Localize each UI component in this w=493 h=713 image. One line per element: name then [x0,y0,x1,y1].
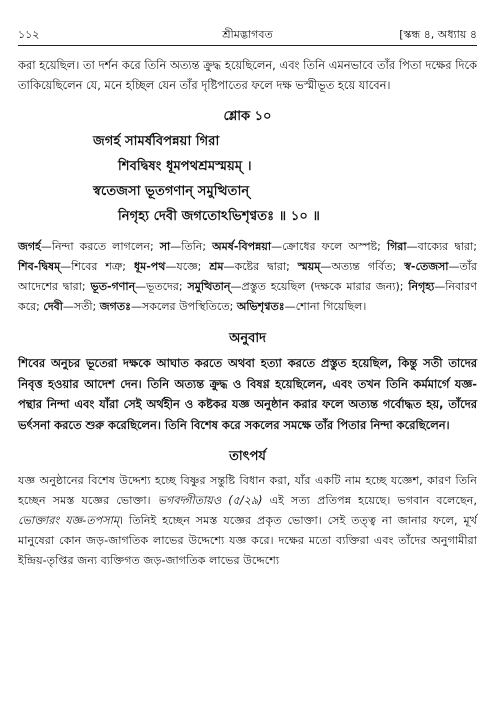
glossary-term: জগতঃ [99,300,131,313]
glossary-meaning: —সতী; [62,300,100,313]
glossary-term: সমুত্থিতান্ [187,280,231,293]
glossary-meaning: —ভূতদের; [135,280,188,293]
glossary-meaning: —নিবারণ করে; [18,280,478,313]
translation-heading: অনুবাদ [229,331,266,346]
glossary-term: শিব-দ্বিষম্ [18,260,61,273]
glossary-term: অভিশৃণ্বতঃ [236,300,285,313]
glossary-term: গিরা [386,240,407,253]
glossary-term: সা [159,240,171,253]
translation-text: শিবের অনুচর ভূতেরা দক্ষকে আঘাত করতে অথবা হত্যা করতে প্রস্তুত হয়েছিল, কিন্তু সতী তাদের নিবৃত্ত হওয়ার আদেশ দেন। তিনি অত্যন্ত ক্রুদ্ধ ও বিষণ্ণ হয়েছিলেন, এবং তখন তিনি কর্মমার্গে যজ্ঞ-পন্থার নিন্দা এবং যাঁরা সেই অর্থহীন ও কষ্টকর যজ্ঞ অনুষ্ঠান করার ফলে অত্যন্ত গর্বোদ্ধত হয়, তাঁদের ভর্ৎসনা করতে শুরু করেছিলেন। তিনি বিশেষ করে সকলের সমক্ষে তাঁর পিতার নিন্দা করেছিলেন। [18,356,477,432]
glossary-term: জগর্হ [18,240,41,253]
purport-part-1: যজ্ঞ অনুষ্ঠানের বিশেষ উদ্দেশ্য হচ্ছে বিষ্ণুর সন্তুষ্টি বিধান করা, যাঁর একটি নাম হচ্ছে যজ্ঞেশ, কারণ তিনি হচ্ছেন সমস্ত যজ্ঞের ভোক্তা। [18,474,477,507]
verse-line-4: নিগৃহ্য দেবী জগতোঽভিশৃণ্বতঃ ॥ ১০ ॥ [118,209,321,224]
header-rule [18,45,477,46]
glossary-term: নিগৃহ্য [408,280,435,293]
running-header [18,26,477,46]
chapter-info: [স্কন্ধ ৪, অধ্যায় ৪ [399,28,477,41]
continuation-paragraph: করা হয়েছিল। তা দর্শন করে তিনি অত্যন্ত ক্রুদ্ধ হয়েছিলেন, এবং তিনি এমনভাবে তাঁর পিতা দক্ষের দিকে তাকিয়েছিলেন যে, মনে হচ্ছিল যেন তাঁর দৃষ্টিপাতের ফলে দক্ষ ভস্মীভূত হয়ে যাবেন। [18,58,477,92]
glossary-meaning: —তাঁর আদেশের দ্বারা; [18,260,477,293]
book-title: শ্রীমদ্ভাগবত [222,28,273,41]
glossary-meaning: —শোনা গিয়েছিল। [284,300,367,313]
purport-part-2: এই সত্য প্রতিপন্ন হয়েছে। ভগবান বলেছেন, [262,494,477,507]
glossary-term: অমর্ষ-বিপন্নয়া [212,240,272,253]
glossary-meaning: —নিন্দা করতে লাগলেন; [40,240,160,253]
glossary-meaning: —তিনি; [170,240,213,253]
glossary-term: ভূত-গণান্ [90,280,136,293]
verse-line-2: শিবদ্বিষং ধূমপথশ্রমস্ময়ম্ । [118,159,252,174]
page-body [18,55,477,571]
glossary-term: স্ব-তেজসা [404,260,449,273]
glossary-meaning: —সকলের উপস্থিতিতে; [130,300,237,313]
glossary-meaning: —অত্যন্ত গর্বিত; [320,260,405,273]
glossary-meaning: —বাক্যের দ্বারা; [406,240,477,253]
verse-block [18,129,477,229]
glossary-term: শ্রম [209,260,224,273]
glossary-term: ধূম-পথ [133,260,166,273]
purport-quote: ভোক্তারং যজ্ঞ-তপসাম্ [18,514,120,527]
glossary-meaning: —প্রস্তুত হয়েছিল (দক্ষকে মারার জন্য); [230,280,409,293]
verse-line-3: স্বতেজসা ভূতগণান্ সমুত্থিতান্ [93,184,250,199]
word-for-word-glossary [18,237,477,317]
glossary-term: স্ময়ম্ [297,260,321,273]
verse-line-1: জগর্হ সামর্ষবিপন্নয়া গিরা [93,134,220,149]
purport-part-3: । তিনিই হচ্ছেন সমস্ত যজ্ঞের প্রকৃত ভোক্তা। সেই তত্ত্ব না জানার ফলে, মূর্খ মানুষেরা কোন জড়-জাগতিক লাভের উদ্দেশ্যে যজ্ঞ করে। দক্ষের মতো ব্যক্তিরা এবং তাঁদের অনুগামীরা ইন্দ্রিয়-তৃপ্তির জন্য ব্যক্তিগত জড়-জাগতিক লাভের উদ্দেশ্যে [18,514,478,567]
page-number: ১১২ [18,28,40,41]
purport-text [18,471,477,571]
purport-reference-gita: ভগবদ্গীতায়ও (৫/২৯) [157,494,263,507]
glossary-meaning: —কষ্টের দ্বারা; [223,260,298,273]
glossary-meaning: —ক্রোধের ফলে অস্পষ্ট; [271,240,387,253]
purport-heading: তাৎপর্য [229,449,266,464]
glossary-term: দেবী [43,300,63,313]
glossary-meaning: —শিবের শত্রু; [60,260,134,273]
verse-heading: শ্লোক ১০ [223,109,272,124]
glossary-meaning: —যজ্ঞে; [165,260,210,273]
